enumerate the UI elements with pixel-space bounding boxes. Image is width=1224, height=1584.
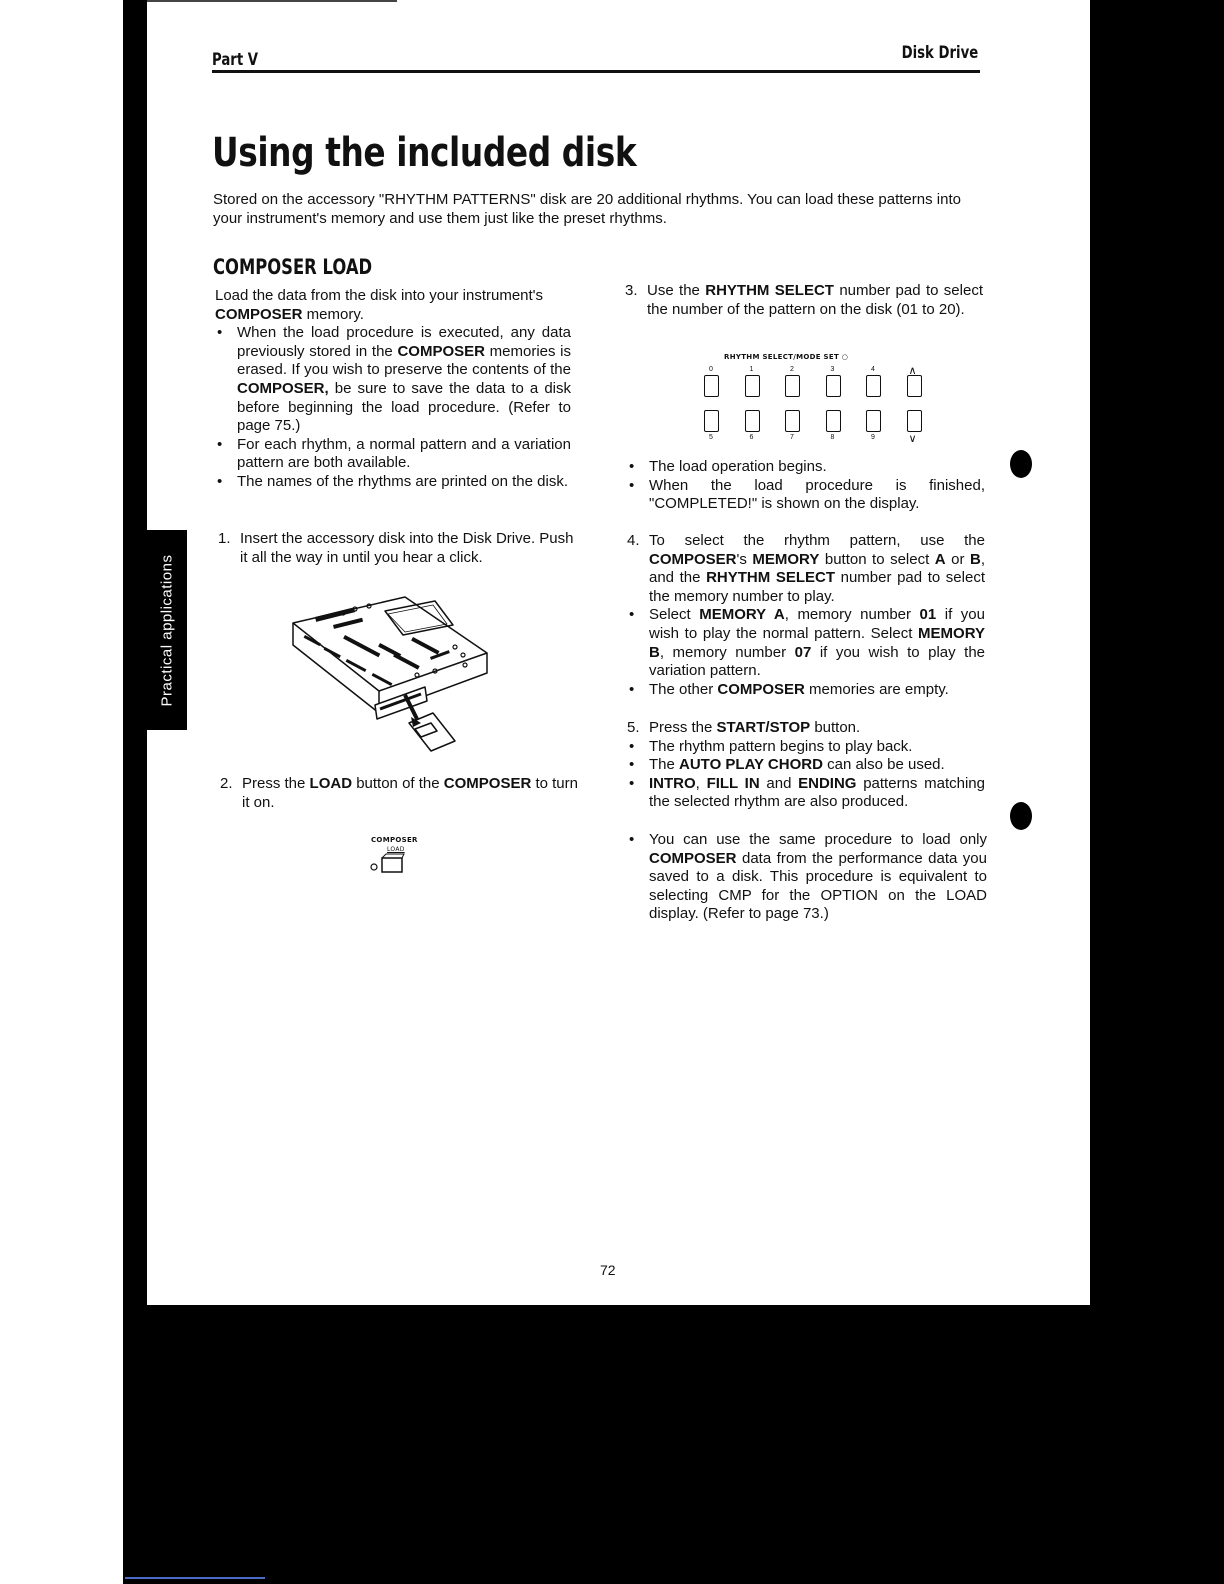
- list-item: • The rhythm pattern begins to play back.: [629, 737, 913, 755]
- number-pad-digit: 7: [790, 434, 794, 441]
- scan-border-bottom: [123, 1305, 1090, 1584]
- step-3: 3. Use the RHYTHM SELECT number pad to select the number of the pattern on the disk (01 to 20).: [625, 282, 983, 318]
- load-figure-label: LOAD: [387, 846, 405, 853]
- number-pad-key: [866, 410, 881, 432]
- number-pad-key: [785, 375, 800, 397]
- list-item: • INTRO, FILL IN and ENDING patterns matching the selected rhythm are also produced.: [629, 774, 985, 811]
- composer-figure-label: COMPOSER: [371, 836, 418, 844]
- intro-paragraph: Stored on the accessory "RHYTHM PATTERNS" disk are 20 additional rhythms. You can load these patterns into your instrument's memory and use them just like the preset rhythms.: [213, 191, 961, 227]
- scan-top-line: [147, 0, 397, 2]
- list-item: • The other COMPOSER memories are empty.: [629, 680, 949, 698]
- lead-paragraph: Load the data from the disk into your instrument's COMPOSER memory.: [215, 287, 544, 323]
- scan-border-left: [123, 0, 147, 1310]
- list-item: • Select MEMORY A, memory number 01 if you wish to play the normal pattern. Select MEMORY B, memory number 07 if you wish to play the variation pattern.: [629, 606, 985, 680]
- number-pad-key: [866, 375, 881, 397]
- step-2: 2. Press the LOAD button of the COMPOSER to turn it on.: [220, 775, 578, 811]
- scan-border-right: [1090, 0, 1224, 1584]
- number-pad-digit: 0: [709, 366, 713, 373]
- list-item: • The AUTO PLAY CHORD can also be used.: [629, 756, 945, 774]
- number-pad-key: [826, 375, 841, 397]
- number-pad-label: RHYTHM SELECT/MODE SET ○: [724, 353, 849, 361]
- header-section: Disk Drive: [901, 43, 978, 63]
- step-1: 1. Insert the accessory disk into the Disk Drive. Push it all the way in until you hear a click.: [218, 530, 574, 566]
- number-pad-digit: 9: [871, 434, 875, 441]
- number-pad-key: [785, 410, 800, 432]
- list-item: • For each rhythm, a normal pattern and a variation pattern are both available.: [217, 435, 571, 472]
- number-pad-digit: 6: [749, 434, 754, 441]
- down-arrow-icon: ∨: [908, 433, 917, 445]
- load-button-figure: [368, 852, 410, 876]
- header-rule: [212, 70, 980, 73]
- number-pad-key: [826, 410, 841, 432]
- number-pad-up-key: [907, 375, 922, 397]
- up-arrow-icon: ∧: [908, 365, 917, 377]
- number-pad-digit: 2: [790, 366, 794, 373]
- note-composer-data: [627, 831, 987, 924]
- header-part: Part V: [212, 50, 259, 70]
- number-pad-digit: 1: [749, 366, 754, 373]
- step-4: 4. To select the rhythm pattern, use the COMPOSER's MEMORY button to select A or B, and the RHYTHM SELECT number pad to select the memory number to play. • Select MEMORY A, memory number 01 if you wish to play the normal pattern. Select MEMORY B, memory number 07 if you wish to play the variation pattern. • The other COMPOSER memories are empty.: [627, 532, 985, 698]
- keyboard-disk-illustration: [285, 595, 495, 765]
- side-tab-label: Practical applications: [158, 554, 176, 706]
- list-item: • You can use the same procedure to load only COMPOSER data from the performance data you saved to a disk. This procedure is equivalent to selecting CMP for the OPTION on the LOAD display. (Refer to page 73.): [629, 831, 987, 923]
- page-number: 72: [600, 1262, 616, 1278]
- step-3-notes: [627, 458, 985, 514]
- step-5: 5. Press the START/STOP button. • The rhythm pattern begins to play back. • The AUTO PLAY CHORD can also be used. • INTRO, FILL IN and ENDING patterns matching the selected rhythm are also produced.: [627, 719, 985, 811]
- binding-hole-mark: [1010, 802, 1032, 830]
- section-heading: COMPOSER LOAD: [213, 255, 373, 279]
- page-title: Using the included disk: [212, 130, 637, 176]
- number-pad-digit: 4: [871, 366, 875, 373]
- binding-hole-mark: [1010, 450, 1032, 478]
- number-pad-key: [745, 375, 760, 397]
- scan-margin-left: [0, 0, 123, 1584]
- number-pad-digit: 5: [709, 434, 713, 441]
- left-column: [215, 287, 571, 492]
- number-pad-key: [704, 375, 719, 397]
- number-pad-key: [704, 410, 719, 432]
- scan-blue-line: [125, 1577, 265, 1579]
- list-item: • The names of the rhythms are printed on the disk.: [217, 472, 569, 490]
- list-item: • When the load procedure is executed, any data previously stored in the COMPOSER memories is erased. If you wish to preserve the contents of the COMPOSER, be sure to save the data to a disk before beginning the load procedure. (Refer to page 75.): [217, 324, 571, 435]
- list-item: • When the load procedure is finished, "COMPLETED!" is shown on the display.: [629, 476, 985, 513]
- list-item: • The load operation begins.: [629, 458, 827, 475]
- number-pad-key: [745, 410, 760, 432]
- number-pad-digit: 3: [830, 366, 835, 373]
- number-pad-down-key: [907, 410, 922, 432]
- number-pad-digit: 8: [830, 434, 835, 441]
